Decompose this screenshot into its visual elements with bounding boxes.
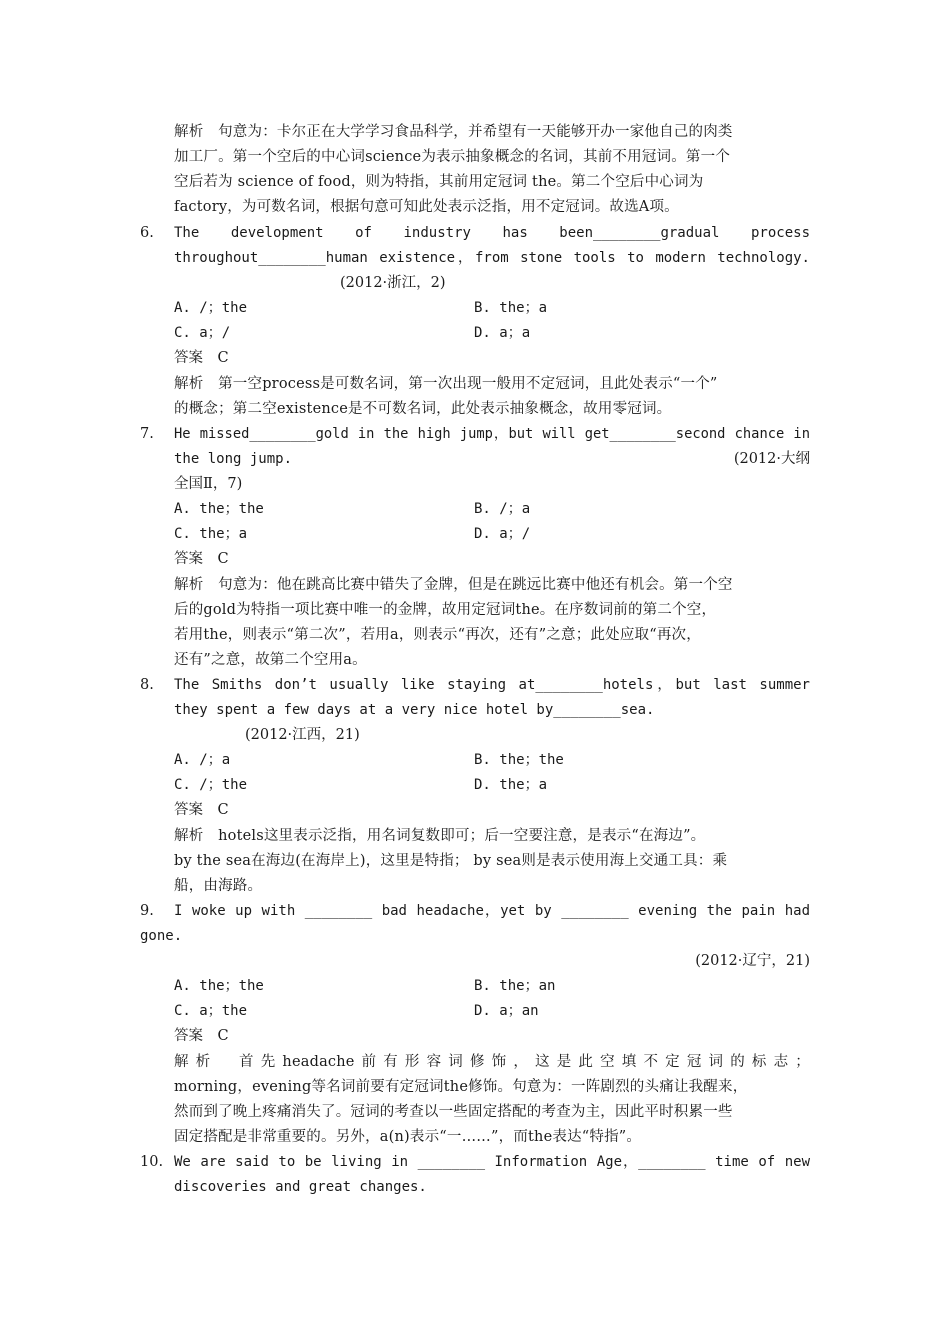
q8-option-b: B. the；the [474,752,564,768]
q9-answer: 答案 C [174,1028,229,1044]
q8-analysis-line-2: by the sea在海边(在海岸上)，这里是特指； by sea则是表示使用海上交通工具：乘 [174,853,728,869]
q10-question-line-2: discoveries and great changes. [174,1179,427,1195]
q8-source: (2012·江西，21) [245,727,360,743]
q9-question-line-2: gone. [140,928,183,944]
q6-analysis-line-1: 解析 第一空process是可数名词，第一次出现一般用不定冠词，且此处表示“一个” [174,376,718,392]
q7-analysis-line-1: 解析 句意为：他在跳高比赛中错失了金牌，但是在跳远比赛中他还有机会。第一个空 [174,577,733,593]
q9-analysis-line-3: 然而到了晚上疼痛消失了。冠词的考查以一些固定搭配的考查为主，因此平时积累一些 [174,1104,733,1120]
q8-question-line-1: The Smiths don’t usually like staying at________hotels，but last summer [174,677,810,693]
q6-option-d: D. a；a [474,325,531,341]
q9-question-line-1: I woke up with ________ bad headache，yet by ________ evening the pain had [174,903,810,919]
q9-analysis-line-1: 解析 首先headache前有形容词修饰，这是此空填不定冠词的标志； [174,1054,810,1070]
q7-source-part-1: (2012·大纲 [733,451,810,467]
q5-analysis-line-4: factory，为可数名词，根据句意可知此处表示泛指，用不定冠词。故选A项。 [174,199,679,215]
q7-answer: 答案 C [174,551,229,567]
q8-answer: 答案 C [174,802,229,818]
q6-option-b: B. the；a [474,300,548,316]
q9-analysis-line-4: 固定搭配是非常重要的。另外，a(n)表示“一……”，而the表达“特指”。 [174,1129,642,1145]
q9-option-b: B. the；an [474,978,556,994]
q8-question-line-2: they spent a few days at a very nice hotel by________sea. [174,702,655,718]
q9-analysis-line-2: morning，evening等名词前要有定冠词the修饰。句意为：一阵剧烈的头痛让我醒来， [174,1079,748,1095]
q5-analysis-line-1: 解析 句意为：卡尔正在大学学习食品科学，并希望有一天能够开办一家他自己的肉类 [174,124,733,140]
q7-analysis-line-2: 后的gold为特指一项比赛中唯一的金牌，故用定冠词the。在序数词前的第二个空， [174,602,717,618]
q9-option-a: A. the；the [174,978,264,994]
q10-question-line-1: We are said to be living in ________ Information Age，________ time of new [174,1154,810,1170]
q8-option-a: A. /；a [174,752,231,768]
q7-option-a: A. the；the [174,501,264,517]
q8-analysis-line-3: 船，由海路。 [174,878,263,894]
q7-analysis-line-3: 若用the，则表示“第二次”，若用a，则表示“再次，还有”之意；此处应取“再次， [174,627,701,643]
q8-option-d: D. the；a [474,777,548,793]
q7-source-part-2: 全国Ⅱ，7) [174,476,243,492]
q5-analysis-line-3: 空后若为 science of food，则为特指，其前用定冠词 the。第二个空后中心词为 [174,174,704,190]
q6-question-line-1: The development of industry has been________gradual process [174,225,810,241]
q6-analysis-line-2: 的概念；第二空existence是不可数名词，此处表示抽象概念，故用零冠词。 [174,401,672,417]
q6-source: (2012·浙江，2) [340,275,446,291]
q9-number: 9. [140,903,154,919]
q6-number: 6. [140,225,154,241]
q8-analysis-line-1: 解析 hotels这里表示泛指，用名词复数即可；后一空要注意，是表示“在海边”。 [174,828,706,844]
q8-option-c: C. /；the [174,777,248,793]
q9-option-c: C. a；the [174,1003,248,1019]
q6-option-a: A. /；the [174,300,248,316]
q6-question-line-2: throughout________human existence，from stone tools to modern technology. [174,250,810,266]
q7-option-d: D. a；/ [474,526,531,542]
q8-number: 8. [140,677,154,693]
q7-question-line-1: He missed________gold in the high jump，but will get________second chance in [174,426,810,442]
q9-source: (2012·辽宁，21) [695,953,810,969]
q7-number: 7. [140,426,154,442]
q7-analysis-line-4: 还有”之意，故第二个空用a。 [174,652,367,668]
q6-answer: 答案 C [174,350,229,366]
q6-option-c: C. a；/ [174,325,231,341]
q10-number: 10. [140,1154,164,1170]
q9-option-d: D. a；an [474,1003,539,1019]
q5-analysis-line-2: 加工厂。第一个空后的中心词science为表示抽象概念的名词，其前不用冠词。第一个 [174,149,731,165]
q7-question-line-2: the long jump. [174,451,293,467]
q7-option-c: C. the；a [174,526,248,542]
q7-option-b: B. /；a [474,501,531,517]
